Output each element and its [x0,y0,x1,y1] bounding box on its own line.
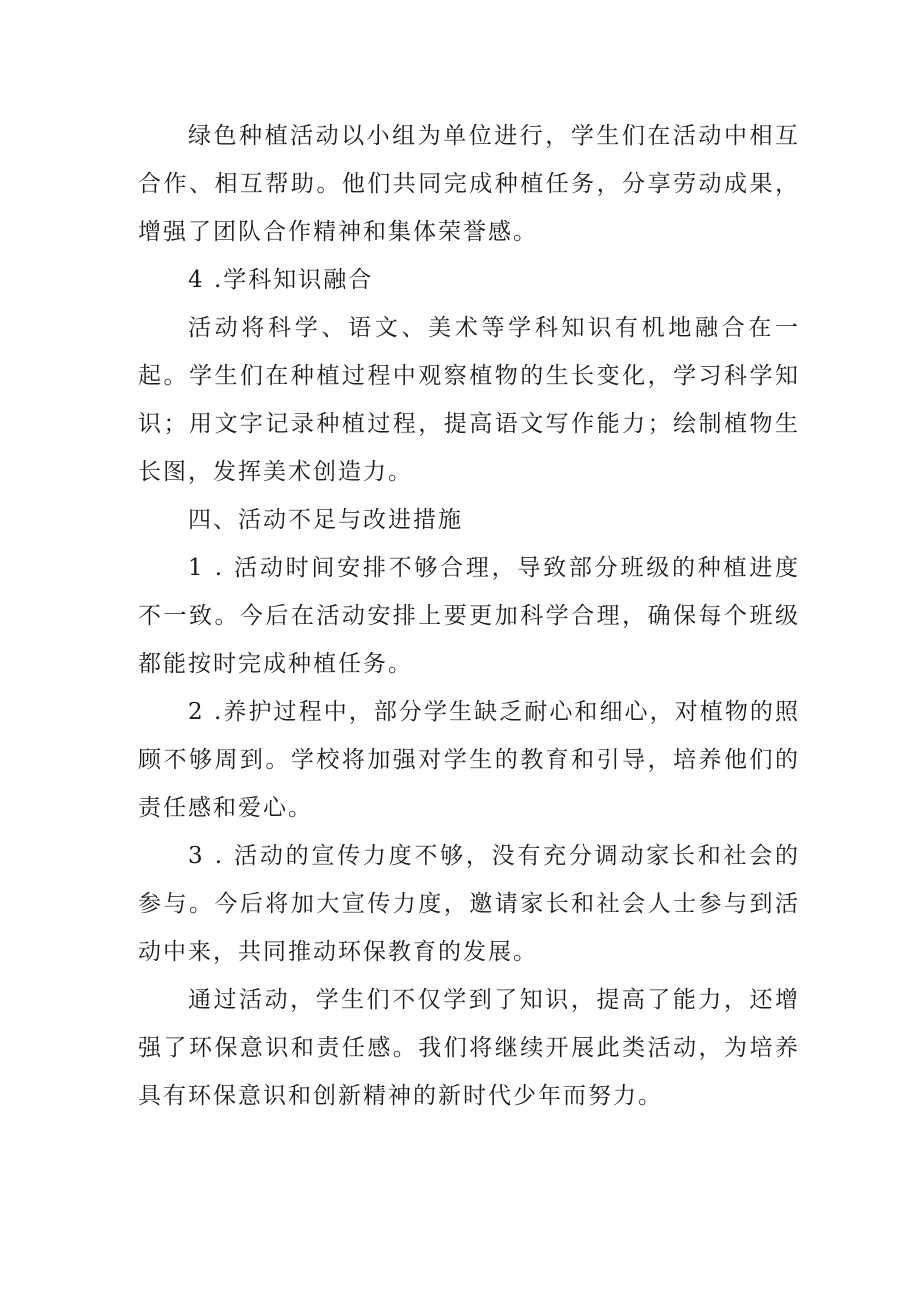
paragraph-improvement-1: 1 . 活动时间安排不够合理，导致部分班级的种植进度不一致。今后在活动安排上要更加科学合理，确保每个班级都能按时完成种植任务。 [138,555,800,677]
paragraph-improvement-2: 2 .养护过程中，部分学生缺乏耐心和细心，对植物的照顾不够周到。学校将加强对学生的教育和引导，培养他们的责任感和爱心。 [138,699,800,821]
paragraph-subject-fusion: 活动将科学、语文、美术等学科知识有机地融合在一起。学生们在种植过程中观察植物的生长变化，学习科学知识；用文字记录种植过程，提高语文写作能力；绘制植物生长图，发挥美术创造力。 [138,315,800,485]
paragraph-conclusion: 通过活动，学生们不仅学到了知识，提高了能力，还增强了环保意识和责任感。我们将继续开展此类活动，为培养具有环保意识和创新精神的新时代少年而努力。 [138,987,800,1109]
document-body [138,112,800,1120]
section-heading-shortcomings: 四、活动不足与改进措施 [188,507,463,533]
paragraph-teamwork: 绿色种植活动以小组为单位进行，学生们在活动中相互合作、相互帮助。他们共同完成种植任务，分享劳动成果，增强了团队合作精神和集体荣誉感。 [138,123,800,245]
section-heading-subject-fusion: 4 .学科知识融合 [188,267,374,293]
paragraph-improvement-3: 3 . 活动的宣传力度不够，没有充分调动家长和社会的参与。今后将加大宣传力度，邀请家长和社会人士参与到活动中来，共同推动环保教育的发展。 [138,843,800,965]
